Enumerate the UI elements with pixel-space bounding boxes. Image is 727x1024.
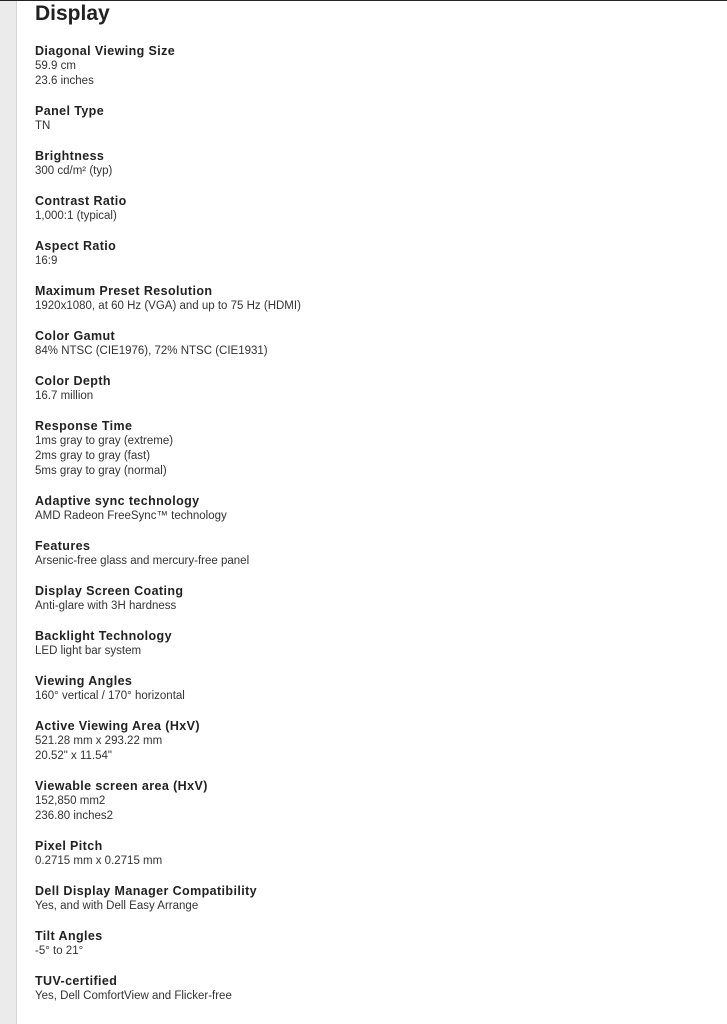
spec-label: Pixel Pitch (35, 839, 103, 853)
spec-value: 16:9 (35, 255, 58, 267)
spec-item (35, 284, 715, 314)
spec-item (35, 239, 715, 269)
spec-item (35, 494, 715, 524)
spec-item (35, 419, 715, 479)
spec-label: Diagonal Viewing Size (35, 44, 176, 58)
spec-value: 160° vertical / 170° horizontal (35, 690, 185, 702)
spec-item (35, 779, 715, 824)
spec-label: Dell Display Manager Compatibility (35, 884, 257, 898)
spec-value: 59.9 cm (35, 60, 76, 72)
spec-label: Aspect Ratio (35, 239, 117, 253)
spec-label: Backlight Technology (35, 629, 172, 643)
spec-label: Contrast Ratio (35, 194, 127, 208)
left-margin-strip (0, 1, 17, 1024)
spec-label: Viewing Angles (35, 674, 133, 688)
spec-item (35, 584, 715, 614)
spec-item (35, 329, 715, 359)
spec-value: 2ms gray to gray (fast) (35, 450, 151, 462)
spec-label: Response Time (35, 419, 133, 433)
spec-value: AMD Radeon FreeSync™ technology (35, 510, 227, 522)
spec-item (35, 839, 715, 869)
spec-value: Yes, and with Dell Easy Arrange (35, 900, 199, 912)
spec-item (35, 374, 715, 404)
spec-value: 16.7 million (35, 390, 94, 402)
spec-label: Color Gamut (35, 329, 116, 343)
spec-label: Viewable screen area (HxV) (35, 779, 208, 793)
spec-label: Color Depth (35, 374, 111, 388)
spec-label: TUV-certified (35, 974, 118, 988)
spec-value: 300 cd/m² (typ) (35, 165, 113, 177)
spec-value: 0.2715 mm x 0.2715 mm (35, 855, 163, 867)
spec-item (35, 104, 715, 134)
spec-value: Yes, Dell ComfortView and Flicker-free (35, 990, 232, 1002)
spec-value: 236.80 inches2 (35, 810, 114, 822)
spec-item (35, 629, 715, 659)
spec-item (35, 884, 715, 914)
spec-value: 23.6 inches (35, 75, 94, 87)
spec-label: Display Screen Coating (35, 584, 184, 598)
spec-value: 5ms gray to gray (normal) (35, 465, 167, 477)
spec-item (35, 194, 715, 224)
spec-item (35, 44, 715, 89)
spec-value: 1ms gray to gray (extreme) (35, 435, 174, 447)
top-divider (0, 0, 727, 1)
spec-value: 1,000:1 (typical) (35, 210, 117, 222)
spec-item (35, 719, 715, 764)
spec-label: Brightness (35, 149, 105, 163)
spec-item (35, 674, 715, 704)
display-specs-section (35, 2, 715, 1019)
spec-label: Panel Type (35, 104, 105, 118)
section-title: Display (35, 2, 110, 25)
spec-value: Arsenic-free glass and mercury-free panel (35, 555, 250, 567)
spec-item (35, 929, 715, 959)
spec-value: 84% NTSC (CIE1976), 72% NTSC (CIE1931) (35, 345, 268, 357)
spec-label: Adaptive sync technology (35, 494, 200, 508)
spec-value: 521.28 mm x 293.22 mm (35, 735, 163, 747)
spec-value: -5° to 21° (35, 945, 84, 957)
spec-value: 152,850 mm2 (35, 795, 106, 807)
spec-label: Active Viewing Area (HxV) (35, 719, 200, 733)
spec-value: LED light bar system (35, 645, 142, 657)
spec-item (35, 149, 715, 179)
spec-label: Features (35, 539, 91, 553)
spec-label: Tilt Angles (35, 929, 103, 943)
spec-value: TN (35, 120, 51, 132)
spec-label: Maximum Preset Resolution (35, 284, 213, 298)
spec-item (35, 539, 715, 569)
spec-value: Anti-glare with 3H hardness (35, 600, 177, 612)
spec-value: 20.52" x 11.54" (35, 750, 113, 762)
spec-list (35, 44, 715, 1004)
spec-item (35, 974, 715, 1004)
spec-value: 1920x1080, at 60 Hz (VGA) and up to 75 Hz (HDMI) (35, 300, 301, 312)
